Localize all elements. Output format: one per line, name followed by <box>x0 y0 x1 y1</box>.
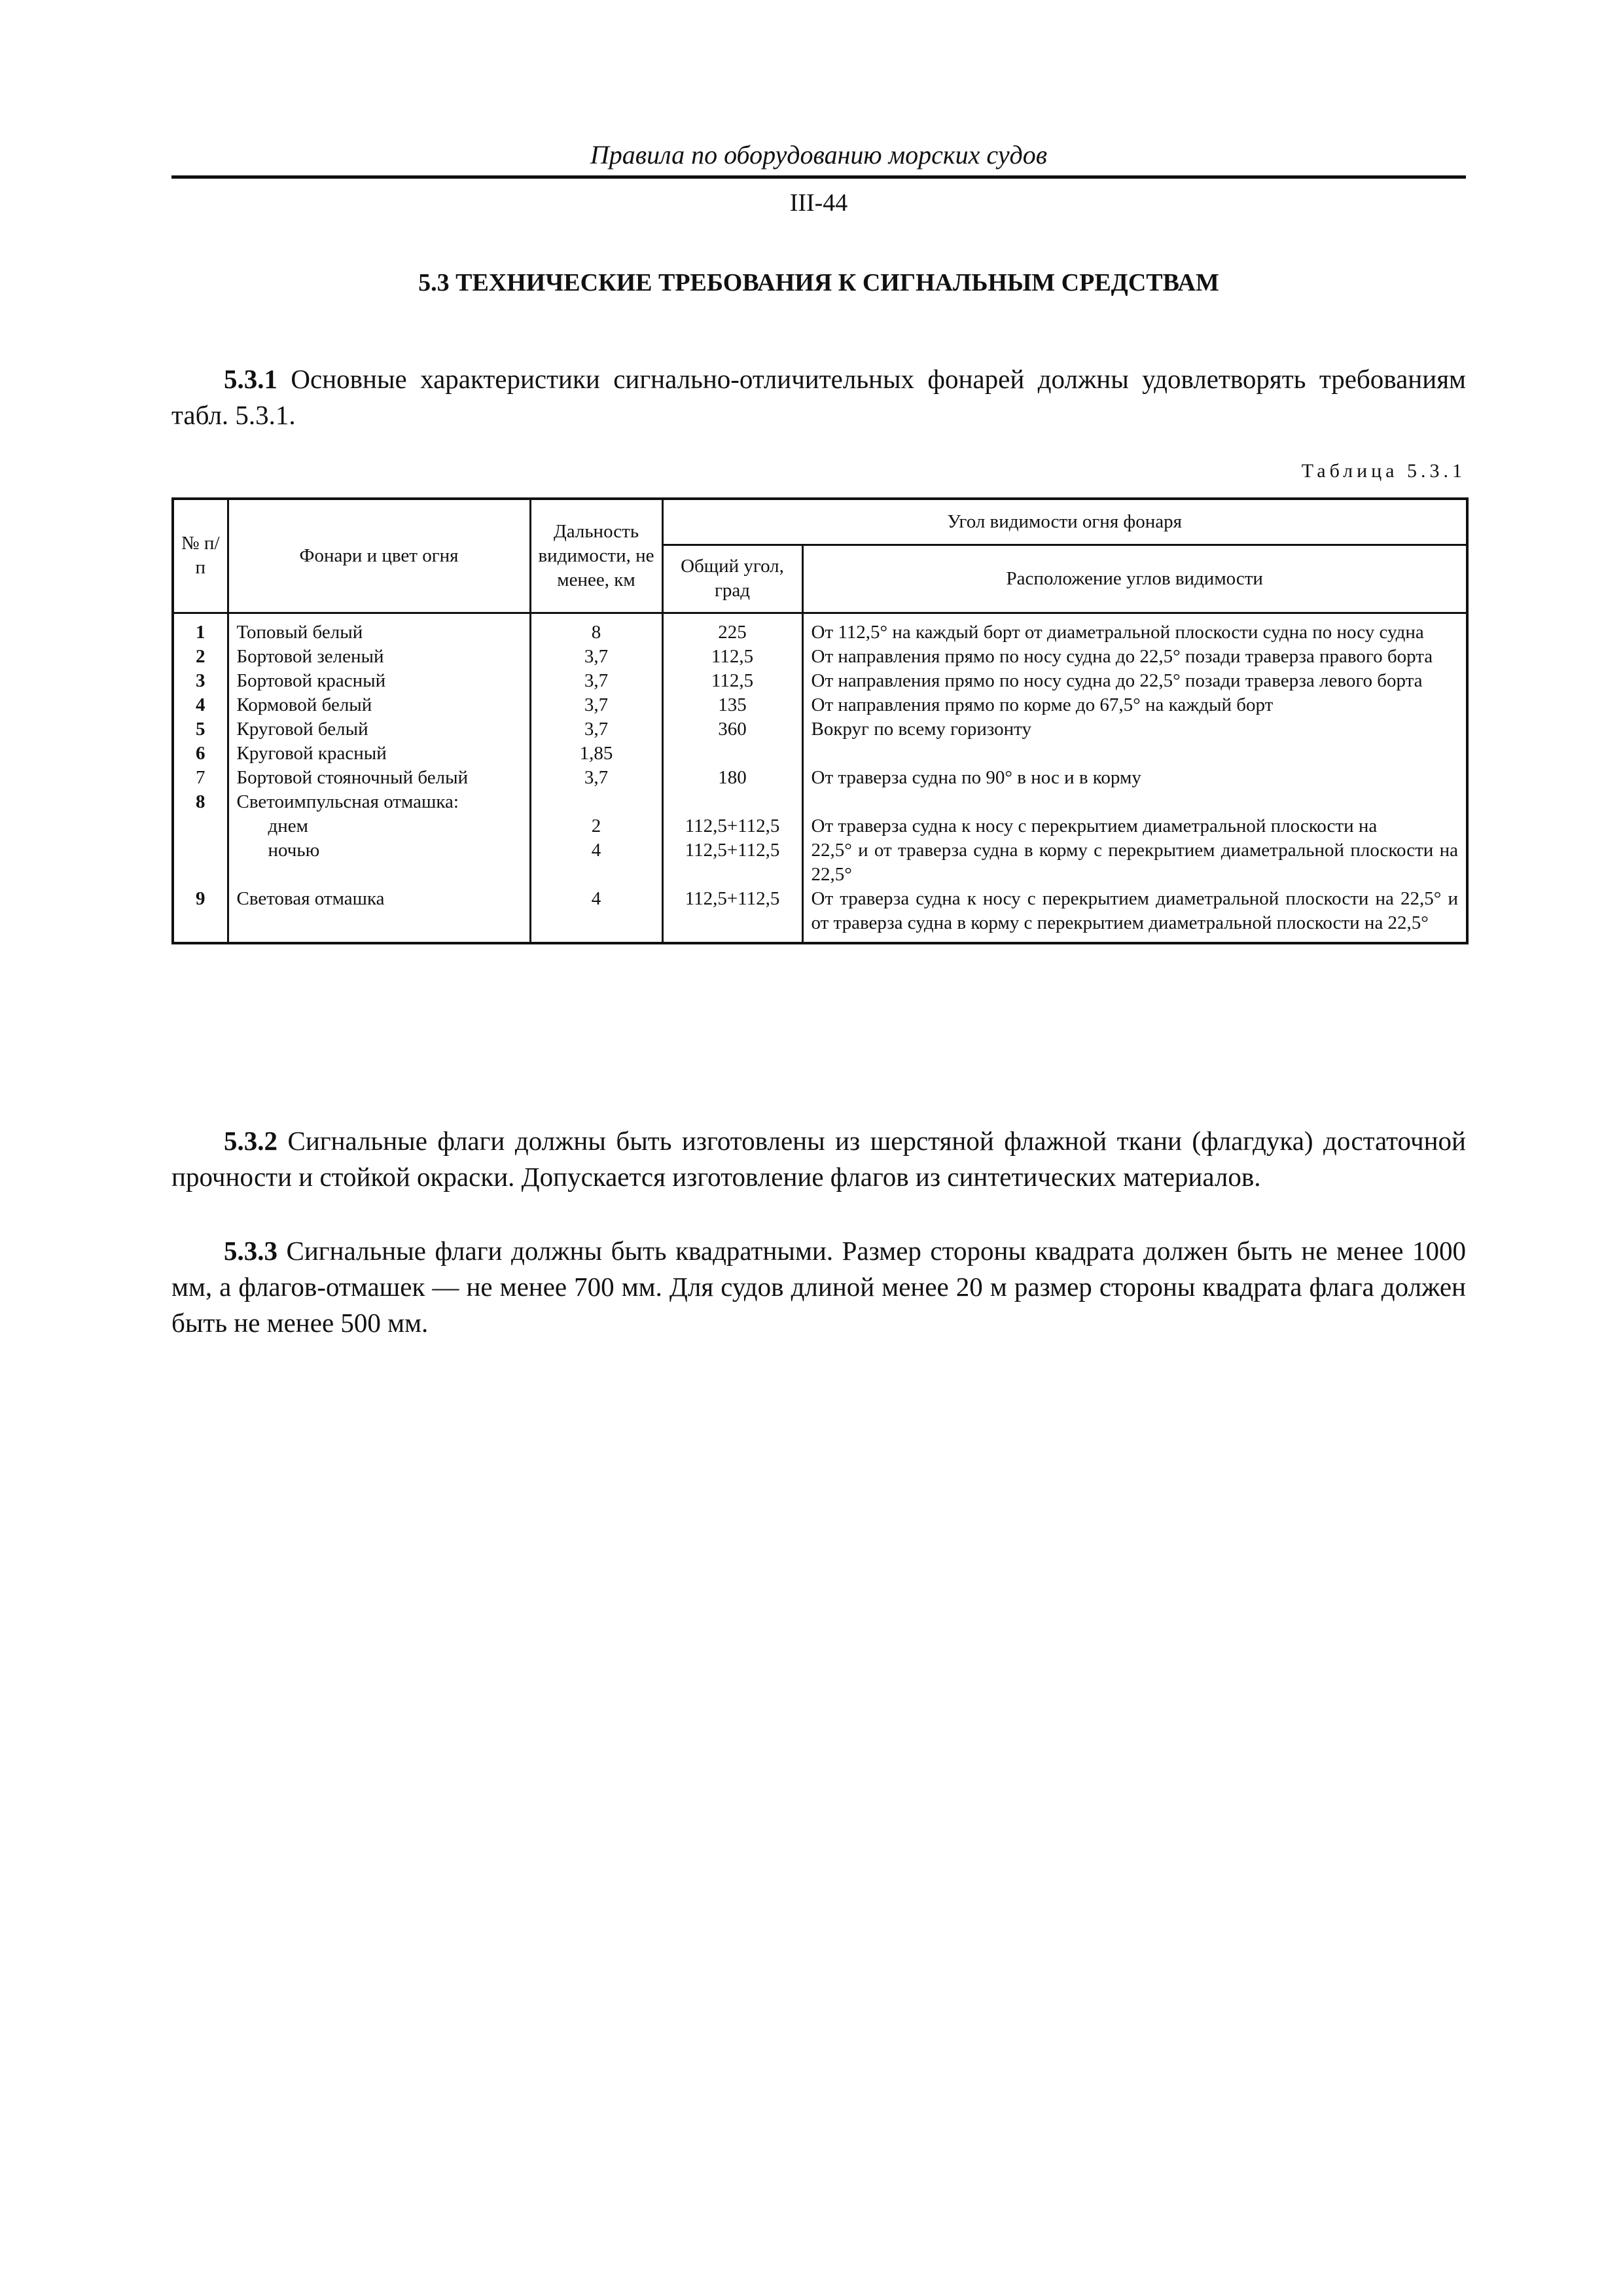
row-num: 9 <box>173 887 228 943</box>
row-num <box>173 814 228 838</box>
table-row <box>173 693 1467 717</box>
signal-lights-table <box>171 497 1469 944</box>
row-light: Бортовой зеленый <box>228 645 530 669</box>
header-num: № п/п <box>173 499 228 613</box>
row-range: 3,7 <box>530 693 662 717</box>
row-num: 6 <box>173 742 228 766</box>
row-light: Круговой красный <box>228 742 530 766</box>
row-angle <box>662 790 802 814</box>
table-row <box>173 742 1467 766</box>
row-light: Бортовой красный <box>228 669 530 693</box>
row-range: 1,85 <box>530 742 662 766</box>
row-angle: 112,5+112,5 <box>662 814 802 838</box>
table-row <box>173 790 1467 814</box>
row-range: 3,7 <box>530 645 662 669</box>
paragraph-text: Основные характеристики сигнально-отличительных фонарей должны удовлетворять требованиям табл. 5.3.1. <box>171 364 1466 430</box>
row-angle: 180 <box>662 766 802 790</box>
row-angle: 225 <box>662 613 802 645</box>
row-light: Световая отмашка <box>228 887 530 943</box>
row-angle: 360 <box>662 717 802 742</box>
row-angle: 112,5 <box>662 645 802 669</box>
row-sector: 22,5° и от траверза судна в корму с перекрытием диаметральной плоскости на 22,5° <box>802 838 1467 887</box>
row-sector <box>802 790 1467 814</box>
row-sector: От направления прямо по носу судна до 22,5° позади траверза левого борта <box>802 669 1467 693</box>
header-angle-group: Угол видимости огня фонаря <box>662 499 1467 545</box>
row-num: 3 <box>173 669 228 693</box>
row-sector: От траверза судна к носу с перекрытием диаметральной плоскости на <box>802 814 1467 838</box>
table-row <box>173 645 1467 669</box>
paragraph-number: 5.3.1 <box>224 364 277 394</box>
paragraph-number: 5.3.2 <box>224 1126 277 1156</box>
row-range: 4 <box>530 887 662 943</box>
row-light: Светоимпульсная отмашка: <box>228 790 530 814</box>
row-angle: 135 <box>662 693 802 717</box>
paragraph-text: Сигнальные флаги должны быть квадратными. Размер стороны квадрата должен быть не менее 1000 мм, а флагов-отмашек — не менее 700 мм. Для судов длиной менее 20 м размер стороны квадрата флага должен быть не менее 500 мм. <box>171 1236 1466 1338</box>
header-lights: Фонари и цвет огня <box>228 499 530 613</box>
header-total-angle: Общий угол, град <box>662 545 802 613</box>
table-row <box>173 766 1467 790</box>
row-num <box>173 838 228 887</box>
paragraph-text: Сигнальные флаги должны быть изготовлены из шерстяной флажной ткани (флагдука) достаточной прочности и стойкой окраски. Допускается изготовление флагов из синтетических материалов. <box>171 1126 1466 1192</box>
row-num: 1 <box>173 613 228 645</box>
running-title: Правила по оборудованию морских судов <box>590 140 1048 170</box>
row-sector: Вокруг по всему горизонту <box>802 717 1467 742</box>
header-rule <box>171 175 1466 179</box>
row-range: 3,7 <box>530 717 662 742</box>
row-sector: От 112,5° на каждый борт от диаметральной плоскости судна по носу судна <box>802 613 1467 645</box>
table-row <box>173 887 1467 943</box>
page-number: III-44 <box>789 189 848 217</box>
paragraph-5-3-3 <box>171 1233 1466 1341</box>
row-range: 2 <box>530 814 662 838</box>
row-range <box>530 790 662 814</box>
row-range: 3,7 <box>530 766 662 790</box>
row-sector <box>802 742 1467 766</box>
section-title: 5.3 ТЕХНИЧЕСКИЕ ТРЕБОВАНИЯ К СИГНАЛЬНЫМ СРЕДСТВАМ <box>418 269 1219 296</box>
table-row <box>173 613 1467 645</box>
row-sector: От траверза судна по 90° в нос и в корму <box>802 766 1467 790</box>
row-angle: 112,5+112,5 <box>662 838 802 887</box>
row-angle: 112,5+112,5 <box>662 887 802 943</box>
row-num: 7 <box>173 766 228 790</box>
table-row <box>173 717 1467 742</box>
row-light: днем <box>228 814 530 838</box>
row-range: 8 <box>530 613 662 645</box>
row-angle <box>662 742 802 766</box>
paragraph-5-3-1 <box>171 361 1466 433</box>
row-light: Кормовой белый <box>228 693 530 717</box>
header-sectors: Расположение углов видимости <box>802 545 1467 613</box>
row-num: 5 <box>173 717 228 742</box>
paragraph-5-3-2 <box>171 1123 1466 1195</box>
row-num: 4 <box>173 693 228 717</box>
row-angle: 112,5 <box>662 669 802 693</box>
row-num: 2 <box>173 645 228 669</box>
header-range: Дальность видимости, не менее, км <box>530 499 662 613</box>
row-range: 3,7 <box>530 669 662 693</box>
table-row <box>173 669 1467 693</box>
table-row <box>173 838 1467 887</box>
row-light: Бортовой стояночный белый <box>228 766 530 790</box>
row-num: 8 <box>173 790 228 814</box>
row-light: Топовый белый <box>228 613 530 645</box>
row-light: ночью <box>228 838 530 887</box>
row-light: Круговой белый <box>228 717 530 742</box>
row-sector: От траверза судна к носу с перекрытием диаметральной плоскости на 22,5° и от траверза судна в корму с перекрытием диаметральной плоскости на 22,5° <box>802 887 1467 943</box>
table-caption: Таблица 5.3.1 <box>1301 460 1466 482</box>
row-range: 4 <box>530 838 662 887</box>
paragraph-number: 5.3.3 <box>224 1236 277 1266</box>
table-row <box>173 814 1467 838</box>
row-sector: От направления прямо по носу судна до 22,5° позади траверза правого борта <box>802 645 1467 669</box>
row-sector: От направления прямо по корме до 67,5° на каждый борт <box>802 693 1467 717</box>
